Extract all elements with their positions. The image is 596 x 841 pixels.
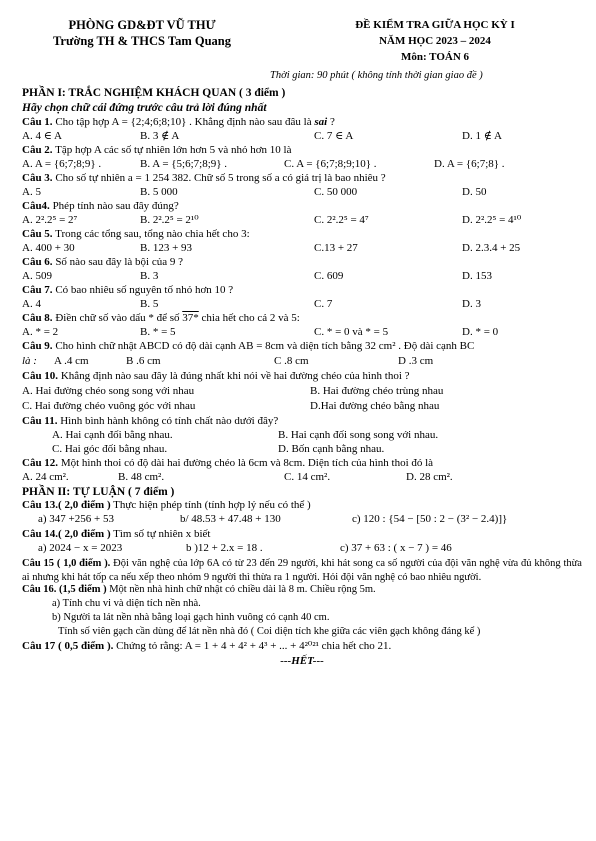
department-name: PHÒNG GD&ĐT VŨ THƯ (68, 18, 216, 32)
answer-row (22, 214, 582, 228)
answer-row (22, 542, 582, 557)
answer-row (22, 355, 582, 370)
option-b: B. A = {5;6;7;8;9} . (140, 158, 228, 170)
option-d: D .3 cm (398, 355, 434, 367)
question-text: Đội văn nghệ của lớp 6A có từ 23 đến 29 người, khi hát song ca số người của đội văn nghệ vừa đủ không thừa ai nhưng khi hát tốp ca nếu xếp theo nhóm 9 người thì thừa ra 1 người. Hỏi đội văn nghệ có bao nhiêu người. (22, 558, 582, 583)
option-a: A. 2².2⁵ = 2⁷ (22, 214, 78, 226)
option-a: A. Hai đường chéo song song với nhau (22, 385, 195, 397)
question-label: Câu 9. (22, 340, 53, 352)
question-text: Điền chữ số vào dấu * để số (55, 312, 183, 324)
part-a: a) 347 +256 + 53 (38, 513, 114, 525)
question-text: Một nền nhà hình chữ nhật có chiều dài là 8 m. Chiều rộng 5m. (106, 584, 376, 596)
question-label: Câu 12. (22, 457, 59, 469)
question-label: Câu 10. (22, 370, 59, 382)
answer-row (22, 130, 582, 144)
option-d: D. * = 0 (462, 326, 499, 338)
part-c: c) 120 : {54 − [50 : 2 − (3² − 2.4)]} (352, 513, 508, 525)
question-text: Hình bình hành không có tính chất nào dưới đây? (60, 415, 279, 427)
option-a: A. 4 ∈ A (22, 130, 62, 142)
answer-row (22, 186, 582, 200)
answer-row (22, 429, 582, 443)
question-text: Tìm số tự nhiên x biết (110, 528, 211, 540)
part-b-continued: Tính số viên gạch cần dùng để lát nền nhà đó ( Coi diện tích khe giữa các viên gạch không đáng kể ) (58, 626, 481, 638)
option-b: B. 5 (140, 298, 159, 310)
exam-title: ĐỀ KIỂM TRA GIỮA HỌC KỲ I (355, 19, 515, 31)
question-3 (22, 172, 582, 186)
question-label: Câu 2. (22, 144, 53, 156)
question-text: Cho hình chữ nhật ABCD có độ dài cạnh AB = 8cm và diện tích bằng 32 cm² . Độ dài cạnh BC (55, 340, 475, 352)
question-4 (22, 200, 582, 214)
question-17 (22, 640, 582, 655)
option-b: B .6 cm (126, 355, 161, 367)
option-c: C. 609 (314, 270, 344, 282)
option-a: A. A = {6;7;8;9} . (22, 158, 102, 170)
question-label: Câu 15 ( 1,0 điểm ). (22, 558, 111, 569)
exam-body (22, 86, 582, 669)
option-a: A. 5 (22, 186, 41, 198)
option-b: B. Hai cạnh đối song song với nhau. (278, 429, 439, 441)
option-b: B. * = 5 (140, 326, 176, 338)
option-b: B. 123 + 93 (140, 242, 193, 254)
part1-title: PHẦN I: TRẮC NGHIỆM KHÁCH QUAN ( 3 điểm ) (22, 87, 286, 99)
part-b: b/ 48.53 + 47.48 + 130 (180, 513, 281, 525)
option-c: C. A = {6;7;8;9;10} . (284, 158, 377, 170)
answer-row (22, 242, 582, 256)
option-d: D. 2².2⁵ = 4¹⁰ (462, 214, 522, 226)
option-c: C. Hai góc đối bằng nhau. (52, 443, 168, 455)
school-year: NĂM HỌC 2023 – 2024 (379, 34, 491, 47)
question-text: Trong các tổng sau, tổng nào chia hết cho 3: (55, 228, 250, 240)
subject: Môn: TOÁN 6 (400, 50, 470, 63)
option-c: C. Hai đường chéo vuông góc với nhau (22, 400, 196, 412)
option-d: D. 3 (462, 298, 481, 310)
option-c: C. 7 ∈ A (314, 130, 354, 142)
question-label: Câu 11. (22, 415, 58, 427)
question-9 (22, 340, 582, 355)
question-text: Cho số tự nhiên a = 1 254 382. Chữ số 5 trong số a có giá trị là bao nhiêu ? (55, 172, 386, 184)
question-emphasis: sai (314, 116, 328, 128)
question-text-post: chia hết cho cả 2 và 5: (198, 312, 300, 324)
question-15 (22, 557, 582, 584)
option-b: B. Hai đường chéo trùng nhau (310, 385, 444, 397)
answer-row (22, 298, 582, 312)
question-label: Câu 17 ( 0,5 điểm ). (22, 640, 114, 653)
question-7 (22, 284, 582, 298)
question-text: Phép tính nào sau đây đúng? (52, 200, 179, 212)
option-b: B. 5 000 (140, 186, 178, 198)
option-d: D. 153 (462, 270, 492, 282)
option-a: A. 4 (22, 298, 41, 310)
answer-row (22, 326, 582, 340)
option-d: D. 1 ∉ A (462, 130, 502, 142)
question-text: Thực hiện phép tính (tính hợp lý nếu có thể ) (110, 499, 311, 511)
question-label: Câu4. (22, 200, 50, 212)
option-c: C. 14 cm². (284, 471, 331, 483)
question-2 (22, 144, 582, 158)
option-b: B. 3 (140, 270, 159, 282)
option-d: D. 2.3.4 + 25 (462, 242, 521, 254)
option-b: B. 2².2⁵ = 2¹⁰ (140, 214, 199, 226)
part2-title: PHẦN II: TỰ LUẬN ( 7 điểm ) (22, 486, 175, 498)
part-c: c) 37 + 63 : ( x − 7 ) = 46 (340, 542, 452, 554)
school-block (22, 18, 262, 49)
question-14 (22, 528, 582, 542)
question-label: Câu 3. (22, 172, 53, 184)
question-label: Câu 7. (22, 284, 53, 296)
question-11 (22, 415, 582, 429)
part-a: a) Tính chu vi và diện tích nền nhà. (52, 598, 201, 610)
question-text: Một hình thoi có độ dài hai đường chéo là 6cm và 8cm. Diện tích của hình thoi đó là (60, 457, 434, 469)
answer-lead: là : (22, 355, 37, 367)
question-16 (22, 584, 582, 598)
option-c: C. 50 000 (314, 186, 358, 198)
question-6 (22, 256, 582, 270)
answer-row (22, 400, 582, 415)
option-c: C .8 cm (274, 355, 309, 367)
part-b: b) Người ta lát nền nhà bằng loại gạch hình vuông có cạnh 40 cm. (52, 612, 330, 624)
school-name: Trường TH & THCS Tam Quang (52, 33, 232, 48)
part1-instruction: Hãy chọn chữ cái đứng trước câu trả lời đúng nhất (22, 102, 267, 114)
question-text: Có bao nhiêu số nguyên tố nhỏ hơn 10 ? (55, 284, 234, 296)
question-text: Khẳng định nào sau đây là đúng nhất khi nói về hai đường chéo của hình thoi ? (60, 370, 410, 382)
option-a: A. 400 + 30 (22, 242, 75, 254)
question-10 (22, 370, 582, 385)
option-a: A. * = 2 (22, 326, 59, 338)
option-d: D.Hai đường chéo bằng nhau (310, 400, 440, 412)
question-label: Câu 1. (22, 116, 53, 128)
overlined-number: 37* (182, 312, 199, 324)
question-1 (22, 116, 582, 130)
answer-row (22, 385, 582, 400)
question-12 (22, 457, 582, 471)
option-a: A. Hai cạnh đối bằng nhau. (52, 429, 173, 441)
option-a: A. 24 cm². (22, 471, 69, 483)
answer-row (22, 158, 582, 172)
question-label: Câu 6. (22, 256, 53, 268)
question-label: Câu 13.( 2,0 điểm ) (22, 499, 111, 511)
question-tail: ? (327, 116, 335, 128)
question-label: Câu 14.( 2,0 điểm ) (22, 528, 111, 540)
answer-row (22, 513, 582, 528)
option-a: A. 509 (22, 270, 52, 282)
answer-row (22, 443, 582, 457)
exam-header (0, 18, 596, 88)
question-text: Chứng tỏ rằng: A = 1 + 4 + 4² + 4³ + ... + 4²⁰²¹ chia hết cho 21. (113, 640, 392, 653)
question-text: Cho tập hợp A = {2;4;6;8;10} . Khẳng định nào sau đâu là (55, 116, 315, 128)
option-b: B. 48 cm². (118, 471, 165, 483)
part-b: b )12 + 2.x = 18 . (186, 542, 263, 554)
question-13 (22, 499, 582, 513)
exam-end-marker: ---HẾT--- (280, 655, 324, 668)
option-c: C. * = 0 và * = 5 (314, 326, 389, 338)
question-label: Câu 16. (1,5 điểm ) (22, 584, 107, 596)
option-d: D. A = {6;7;8} . (434, 158, 505, 170)
option-d: D. 50 (462, 186, 487, 198)
question-5 (22, 228, 582, 242)
option-b: B. 3 ∉ A (140, 130, 180, 142)
question-text: Tập hợp A các số tự nhiên lớn hơn 5 và nhỏ hơn 10 là (55, 144, 292, 156)
question-text: Số nào sau đây là bội của 9 ? (55, 256, 183, 268)
exam-title-block (290, 18, 580, 66)
question-label: Câu 5. (22, 228, 53, 240)
option-a: A .4 cm (54, 355, 89, 367)
option-c: C. 7 (314, 298, 333, 310)
answer-row (22, 270, 582, 284)
option-d: D. Bốn cạnh bằng nhau. (278, 443, 385, 455)
option-d: D. 28 cm². (406, 471, 453, 483)
question-8 (22, 312, 582, 326)
part-a: a) 2024 − x = 2023 (38, 542, 123, 554)
question-label: Câu 8. (22, 312, 53, 324)
answer-row (22, 471, 582, 485)
option-c: C.13 + 27 (314, 242, 358, 254)
option-c: C. 2².2⁵ = 4⁷ (314, 214, 369, 226)
time-limit: Thời gian: 90 phút ( không tính thời gian giao đề ) (270, 70, 483, 81)
